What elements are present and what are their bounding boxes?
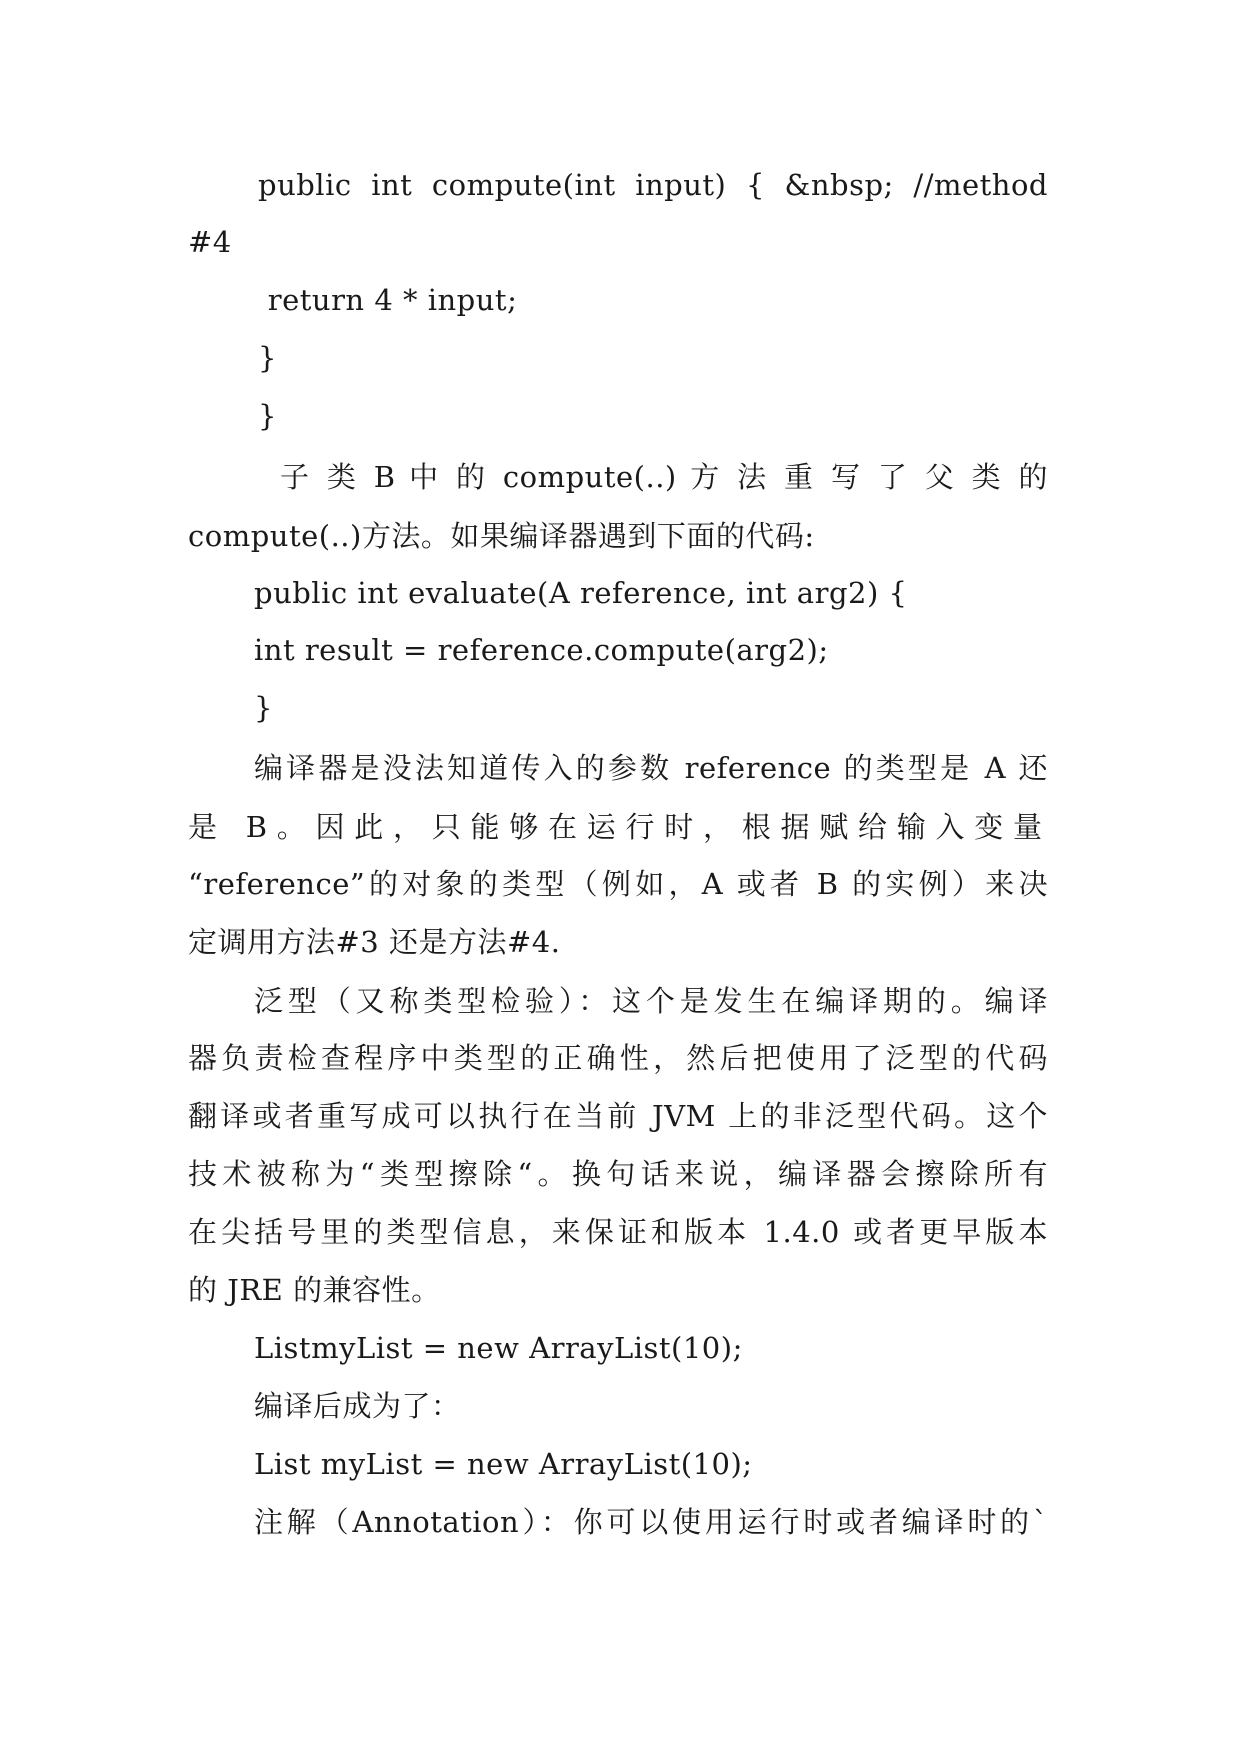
paragraph-override-line-2: compute(..)方法。如果编译器遇到下面的代码: <box>188 519 815 553</box>
paragraph-compiler-line-1: 编译器是没法知道传入的参数 reference 的类型是 A 还 <box>254 751 1048 785</box>
paragraph-generics-line-4: 技术被称为“类型擦除“。换句话来说，编译器会擦除所有 <box>188 1157 1048 1191</box>
paragraph-annotation-line-1: 注解（Annotation）：你可以使用运行时或者编译时的` <box>254 1505 1048 1539</box>
text-line-after-compile: 编译后成为了： <box>254 1389 461 1423</box>
code-line-method4-label: #4 <box>188 225 232 259</box>
paragraph-compiler-line-3: “reference”的对象的类型（例如，A 或者 B 的实例）来决 <box>188 867 1048 901</box>
paragraph-generics-line-5: 在尖括号里的类型信息，来保证和版本 1.4.0 或者更早版本 <box>188 1215 1048 1249</box>
code-line-method4-signature: public int compute(int input) { &nbsp; //method <box>258 168 1048 202</box>
paragraph-generics-line-6: 的 JRE 的兼容性。 <box>188 1273 441 1307</box>
paragraph-generics-line-2: 器负责检查程序中类型的正确性，然后把使用了泛型的代码 <box>188 1041 1048 1075</box>
code-line-result: int result = reference.compute(arg2); <box>254 633 829 667</box>
code-line-evaluate-signature: public int evaluate(A reference, int arg2) { <box>254 576 908 610</box>
paragraph-override-line-1: 子 类 B 中 的 compute(..) 方 法 重 写 了 父 类 的 <box>280 460 1048 494</box>
code-line-close-brace-2: } <box>258 399 277 433</box>
paragraph-generics-line-3: 翻译或者重写成可以执行在当前 JVM 上的非泛型代码。这个 <box>188 1099 1048 1133</box>
code-line-list-before: ListmyList = new ArrayList(10); <box>254 1331 743 1365</box>
paragraph-compiler-line-4: 定调用方法#3 还是方法#4. <box>188 925 561 959</box>
code-line-list-after: List myList = new ArrayList(10); <box>254 1447 753 1481</box>
paragraph-compiler-line-2: 是 B。因此，只能够在运行时，根据赋给输入变量 <box>188 810 1048 844</box>
code-line-close-brace-3: } <box>254 691 273 725</box>
code-line-close-brace-1: } <box>258 341 277 375</box>
code-line-return: return 4 * input; <box>258 283 518 317</box>
paragraph-generics-line-1: 泛型（又称类型检验）：这个是发生在编译期的。编译 <box>254 984 1048 1018</box>
